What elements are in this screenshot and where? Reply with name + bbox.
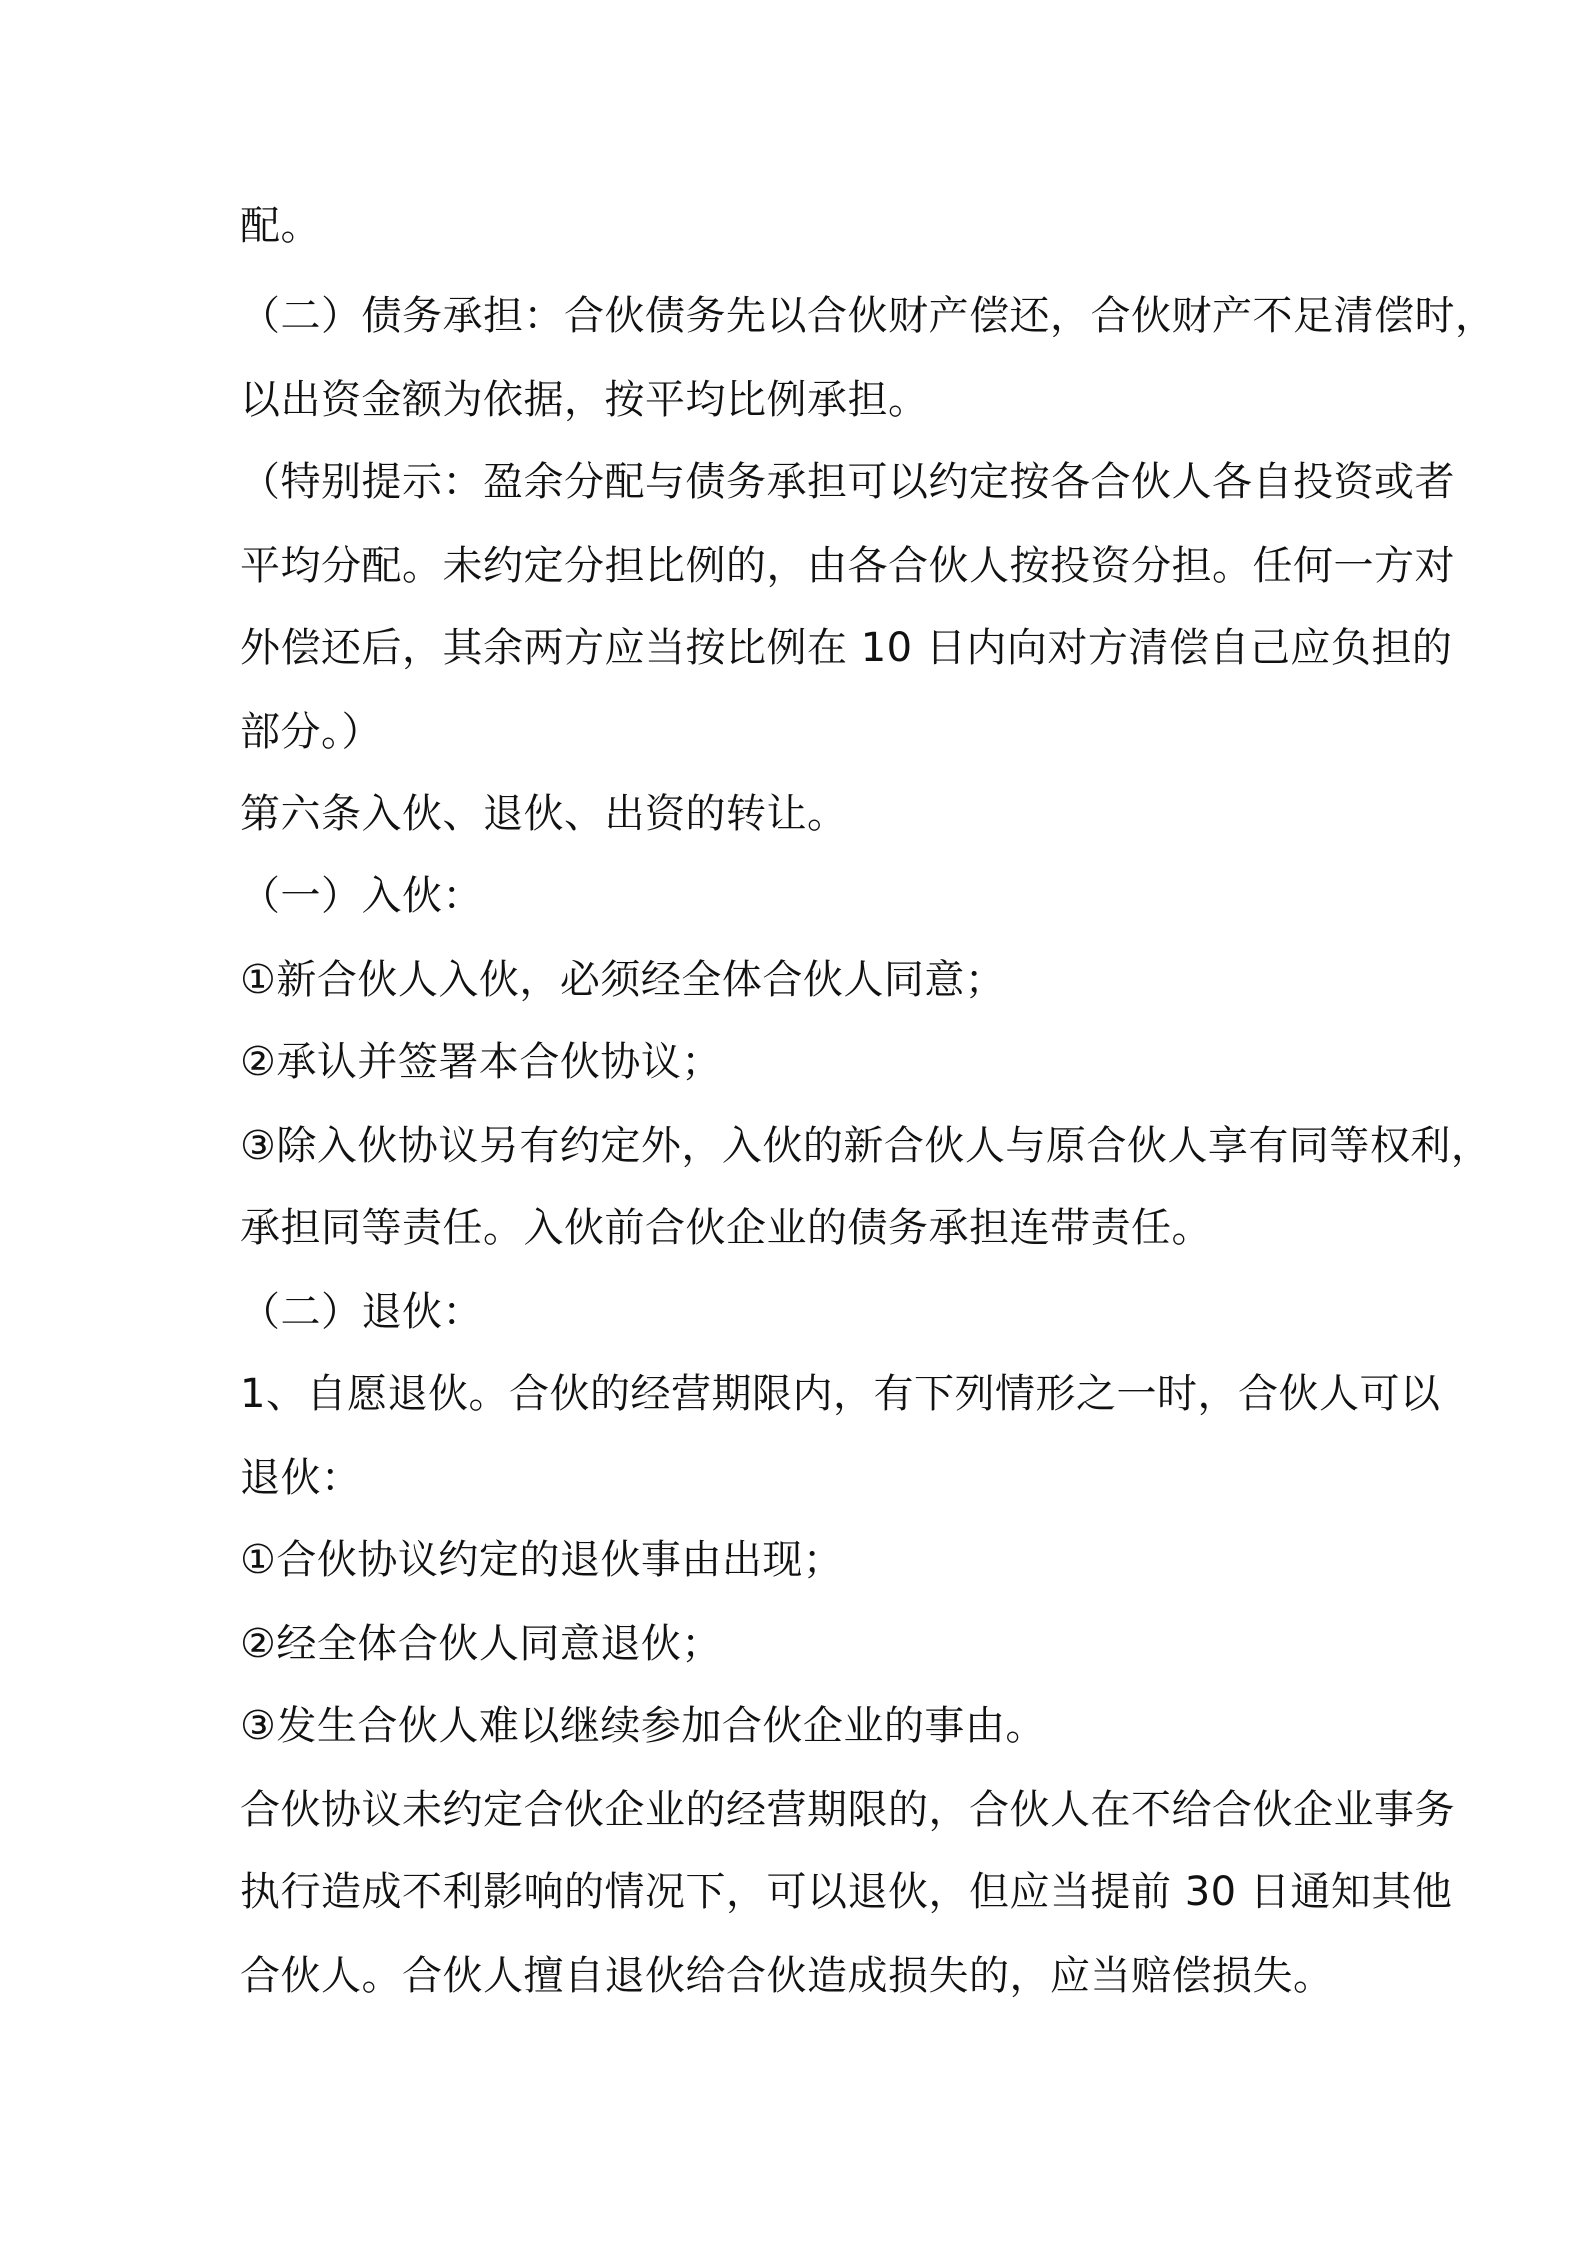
list-item: ③发生合伙人难以继续参加合伙企业的事由。 [240,1703,1046,1749]
text-line: 承担同等责任。入伙前合伙企业的债务承担连带责任。 [240,1205,1212,1251]
article-heading: 第六条入伙、退伙、出资的转让。 [240,791,848,837]
text-line: 外偿还后，其余两方应当按比例在 10 日内向对方清偿自己应负担的 [240,625,1453,671]
text-line: 平均分配。未约定分担比例的，由各合伙人按投资分担。任何一方对 [240,543,1455,589]
text-line: 1、自愿退伙。合伙的经营期限内，有下列情形之一时，合伙人可以 [240,1371,1441,1417]
section-heading: （二）退伙： [240,1289,483,1335]
list-item: ①合伙协议约定的退伙事由出现； [240,1537,844,1583]
list-item: ②承认并签署本合伙协议； [240,1039,722,1085]
text-line: 配。 [240,203,321,249]
text-line: 合伙协议未约定合伙企业的经营期限的，合伙人在不给合伙企业事务 [240,1787,1455,1833]
text-line: 执行造成不利影响的情况下，可以退伙，但应当提前 30 日通知其他 [240,1869,1453,1915]
list-item: ③除入伙协议另有约定外，入伙的新合伙人与原合伙人享有同等权利， [240,1123,1492,1169]
text-line: 部分。） [240,709,382,755]
list-item: ①新合伙人入伙，必须经全体合伙人同意； [240,957,1006,1003]
text-line: （二）债务承担：合伙债务先以合伙财产偿还，合伙财产不足清偿时， [240,293,1496,339]
section-heading: （一）入伙： [240,873,483,919]
text-line: 以出资金额为依据，按平均比例承担。 [240,377,929,423]
list-item: ②经全体合伙人同意退伙； [240,1621,722,1667]
text-line: 合伙人。合伙人擅自退伙给合伙造成损失的，应当赔偿损失。 [240,1953,1334,1999]
text-line: （特别提示：盈余分配与债务承担可以约定按各合伙人各自投资或者 [240,459,1455,505]
text-line: 退伙： [240,1455,362,1501]
